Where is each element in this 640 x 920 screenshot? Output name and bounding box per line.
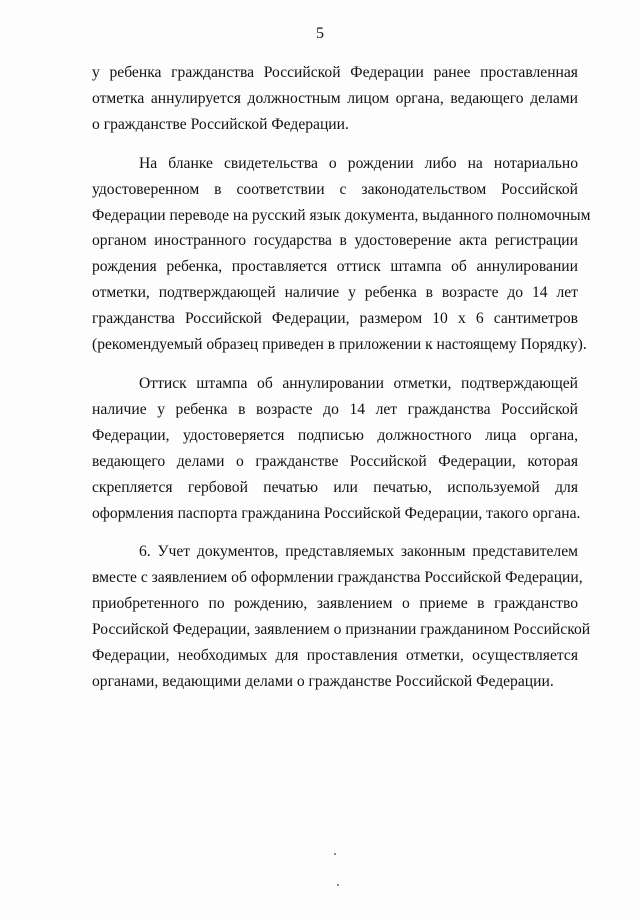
- text-line: гражданства Российской Федерации, размером 10 х 6 сантиметров: [92, 310, 578, 328]
- text-line: наличие у ребенка в возрасте до 14 лет гражданства Российской: [92, 400, 578, 418]
- text-line: органом иностранного государства в удостоверение акта регистрации: [92, 232, 578, 250]
- text-line: На бланке свидетельства о рождении либо на нотариально: [139, 154, 578, 172]
- scan-speck: [337, 884, 339, 886]
- text-line: рождения ребенка, проставляется оттиск штампа об аннулировании: [92, 258, 578, 276]
- page-number: 5: [316, 25, 324, 42]
- paragraph-3: [92, 371, 581, 526]
- text-line: оформления паспорта гражданина Российской Федерации, такого органа.: [92, 504, 581, 522]
- text-line: отметка аннулируется должностным лицом органа, ведающего делами: [92, 89, 578, 107]
- text-line: о гражданстве Российской Федерации.: [92, 115, 349, 133]
- text-line: скрепляется гербовой печатью или печатью, используемой для: [92, 478, 578, 496]
- text-line: Оттиск штампа об аннулировании отметки, подтверждающей: [139, 374, 578, 392]
- text-line: (рекомендуемый образец приведен в приложении к настоящему Порядку).: [92, 336, 587, 354]
- text-line: у ребенка гражданства Российской Федерации ранее проставленная: [92, 64, 578, 81]
- text-line: Федерации, удостоверяется подписью должностного лица органа,: [92, 426, 578, 444]
- text-line: Федерации, необходимых для проставления отметки, осуществляется: [92, 647, 578, 665]
- text-line: Российской Федерации, заявлением о признании гражданином Российской: [92, 621, 591, 639]
- text-line: органами, ведающими делами о гражданстве Российской Федерации.: [92, 672, 554, 690]
- text-line: Федерации переводе на русский язык документа, выданного полномочным: [92, 206, 591, 224]
- text-line: ведающего делами о гражданстве Российской Федерации, которая: [92, 452, 578, 470]
- text-line: удостоверенном в соответствии с законодательством Российской: [92, 180, 578, 198]
- paragraph-2: [92, 151, 591, 358]
- paragraph-4: [92, 539, 591, 694]
- text-line: отметки, подтверждающей наличие у ребенка в возрасте до 14 лет: [92, 284, 578, 302]
- paragraph-1: [92, 60, 578, 138]
- scan-speck: [334, 853, 336, 855]
- text-line: вместе с заявлением об оформлении гражданства Российской Федерации,: [92, 569, 583, 587]
- document-body: [92, 60, 591, 708]
- text-line: 6. Учет документов, представляемых законным представителем: [139, 543, 578, 561]
- text-line: приобретенного по рождению, заявлением о приеме в гражданство: [92, 595, 578, 613]
